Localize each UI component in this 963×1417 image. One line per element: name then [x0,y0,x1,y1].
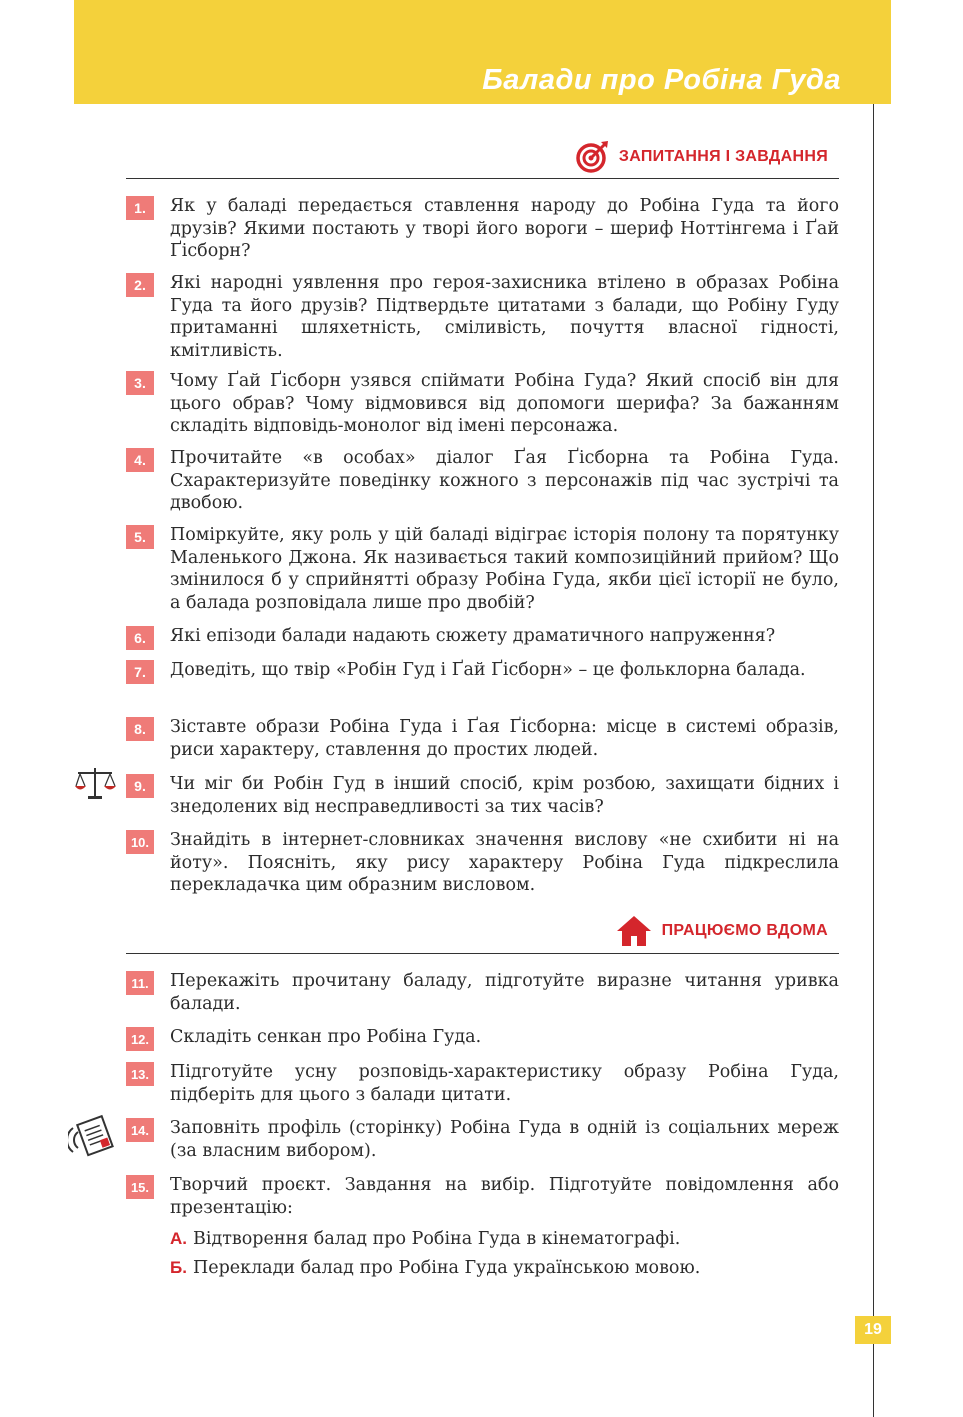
task-item [126,370,839,438]
task-number: 5. [126,525,154,549]
task-number: 13. [126,1062,154,1086]
task-number: 11. [126,971,154,995]
social-network-icon [68,1114,114,1160]
task-text: Як у баладі передається ставлення народу до Робіна Гуда та його друзів? Якими постають у творі його вороги – шериф Ноттінгема і Ґай Ґісборн? [170,196,839,261]
task-number: 3. [126,371,154,395]
task-text: Підготуйте усну розповідь-характеристику образу Робіна Гуда, підберіть для цього з балади цитати. [170,1062,839,1105]
scales-icon [74,766,116,802]
target-icon [575,140,609,174]
task-item [126,1061,839,1106]
task-text: Перекажіть прочитану баладу, підготуйте виразне читання уривка балади. [170,971,839,1014]
option-letter: А. [170,1229,187,1248]
task-text: Зіставте образи Робіна Гуда і Ґая Ґісборна: місце в системі образів, риси характеру, ставлення до простих людей. [170,717,839,760]
task-text: Чи міг би Робін Гуд в інший спосіб, крім розбою, захищати бідних і знедолених від несправедливості за тих часів? [170,774,839,817]
task-text: Знайдіть в інтернет-словниках значення вислову «не схибити ні на йоту». Поясніть, яку рису характеру Робіна Гуда підкреслила перекладачка цим образним висловом. [170,830,839,895]
option-text: Переклади балад про Робіна Гуда українською мовою. [192,1258,701,1278]
task-number: 4. [126,448,154,472]
task-text: Які епізоди балади надають сюжету драматичного напруження? [170,626,776,646]
task-number: 7. [126,660,154,684]
section-questions-title: ЗАПИТАННЯ І ЗАВДАННЯ [618,148,828,165]
task-number: 10. [126,830,154,854]
task-text: Які народні уявлення про героя-захисника втілено в образах Робіна Гуда та його друзів? Підтвердьте цитатами з балади, що Робіну Гуду притаманні шляхетність, сміливість, почуття власної гідності, кмітливість. [170,273,839,361]
right-margin-rule [873,104,874,1417]
task-text: Доведіть, що твір «Робін Гуд і Ґай Ґісборн» – це фольклорна балада. [170,660,806,680]
section-homework-title: ПРАЦЮЄМО ВДОМА [661,922,828,939]
task-item [126,716,839,761]
task-item [126,625,839,650]
option-a [170,1229,680,1249]
task-item [126,447,839,515]
section-questions-rule [126,178,839,179]
task-text: Чому Ґай Ґісборн узявся спіймати Робіна Гуда? Який спосіб він для цього обрав? Чому відмовився від допомоги шерифа? За бажанням складіть відповідь-монолог від імені персонажа. [170,371,839,436]
task-number: 8. [126,717,154,741]
chapter-title: Балади про Робіна Гуда [482,64,841,96]
option-b [170,1258,700,1278]
task-item [126,773,839,818]
task-item [126,524,839,614]
task-item [126,970,839,1015]
section-homework-heading [616,915,828,947]
option-letter: Б. [170,1258,187,1277]
section-homework-rule [126,953,839,954]
task-number: 9. [126,774,154,798]
option-text: Відтворення балад про Робіна Гуда в кінематографі. [193,1229,681,1249]
house-icon [616,915,652,947]
task-item [126,1026,839,1051]
task-text: Поміркуйте, яку роль у цій баладі відіграє історія полону та порятунку Маленького Джона. Як називається такий композиційний прийом? Що змінилося б у сприйнятті образу Робіна Гуда, якби цієї історії не було, а балада розповідала лише про двобій? [170,525,839,613]
task-number: 15. [126,1175,154,1199]
task-text: Прочитайте «в особах» діалог Ґая Ґісборна та Робіна Гуда. Схарактеризуйте поведінку кожного з персонажів під час зустрічі та двобою. [170,448,839,513]
task-item [126,272,839,362]
task-item [126,1117,839,1162]
task-item [126,659,839,684]
task-number: 2. [126,273,154,297]
task-text: Складіть сенкан про Робіна Гуда. [170,1027,482,1047]
task-number: 1. [126,196,154,220]
page-number: 19 [855,1316,891,1344]
task-number: 6. [126,626,154,650]
task-number: 12. [126,1027,154,1051]
header-banner [74,0,891,104]
section-questions-heading [575,140,828,174]
task-text: Творчий проєкт. Завдання на вибір. Підготуйте повідомлення або презентацію: [170,1175,839,1218]
task-number: 14. [126,1118,154,1142]
task-text: Заповніть профіль (сторінку) Робіна Гуда в одній із соціальних мереж (за власним вибором). [170,1118,839,1161]
task-item [126,829,839,897]
task-item [126,195,839,263]
task-item [126,1174,839,1219]
